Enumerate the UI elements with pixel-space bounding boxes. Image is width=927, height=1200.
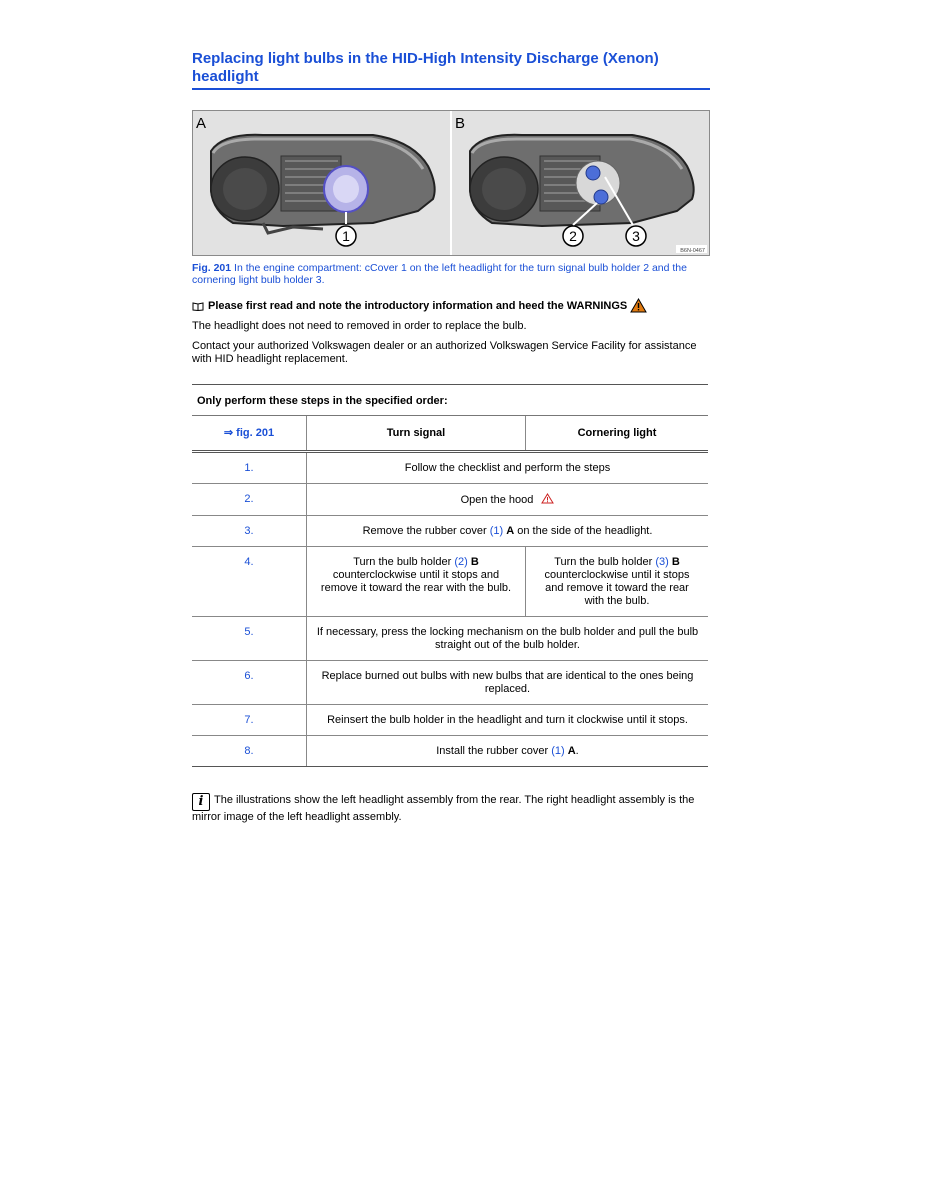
step-number: 5. (192, 617, 307, 661)
table-row (192, 661, 708, 705)
step-text: Open the hood (460, 494, 534, 506)
caption-label: Fig. 201 (192, 262, 232, 274)
callout-2: 2 (569, 228, 577, 244)
column-cornering-light: Cornering light (526, 416, 709, 452)
step-text-cell (307, 484, 709, 516)
caption-text: In the engine compartment: cCover 1 on the left headlight for the turn signal bulb holder 2 and the cornering light bulb holder 3. (192, 262, 687, 286)
step-text-cell (307, 736, 709, 767)
figure-ref: A (506, 525, 515, 537)
paragraph-contact-dealer: Contact your authorized Volkswagen dealer or an authorized Volkswagen Service Facility for assistance with HID headlight replacement. (192, 340, 697, 365)
manual-page (192, 50, 710, 824)
step-number: 8. (192, 736, 307, 767)
step-number: 7. (192, 705, 307, 736)
figure-code: B6N-0467 (680, 248, 705, 254)
step-text: counterclockwise until it stops and remove it toward the rear with the bulb. (320, 569, 512, 594)
panel-b-label: B (455, 115, 466, 132)
page-title: Replacing light bulbs in the HID-High Intensity Discharge (Xenon) headlight (192, 50, 710, 90)
step-text: . (575, 745, 579, 757)
table-row (192, 736, 708, 767)
book-icon (192, 301, 204, 311)
callout-ref: (2) (454, 556, 468, 568)
step-text: Reinsert the bulb holder in the headlight and turn it clockwise until it stops. (307, 705, 709, 736)
callout-1: 1 (342, 228, 350, 244)
callout-ref: (3) (655, 556, 669, 568)
step-turn-cell (307, 547, 526, 617)
table-row (192, 547, 708, 617)
step-number: 3. (192, 516, 307, 547)
callout-ref: (1) (551, 745, 565, 757)
info-text: The illustrations show the left headlight assembly from the rear. The right headlight assembly is the mirror image of the left headlight assembly. (192, 794, 695, 823)
info-icon: i (192, 793, 210, 811)
step-corner-cell (526, 547, 709, 617)
step-number: 4. (192, 547, 307, 617)
step-text: Turn the bulb holder (353, 556, 455, 568)
step-number: 6. (192, 661, 307, 705)
callout-ref: (1) (489, 525, 504, 537)
step-text: Remove the rubber cover (362, 525, 490, 537)
figure-reference-link[interactable]: ⇒ fig. 201 (192, 416, 307, 452)
column-turn-signal: Turn signal (307, 416, 526, 452)
table-row (192, 705, 708, 736)
paragraph-no-removal: The headlight does not need to removed in order to replace the bulb. (192, 320, 527, 332)
warning-notice (192, 298, 710, 313)
notice-text: Please first read and note the introductory information and heed the WARNINGS (208, 299, 628, 312)
table-row (192, 452, 708, 484)
step-text: Install the rubber cover (436, 745, 552, 757)
steps-grid (192, 416, 708, 767)
step-number: 2. (192, 484, 307, 516)
step-text-cell (307, 516, 709, 547)
step-text: Follow the checklist and perform the steps (307, 452, 709, 484)
steps-heading: Only perform these steps in the specified order: (192, 385, 708, 416)
step-text: on the side of the headlight. (514, 525, 653, 537)
table-row (192, 516, 708, 547)
callout-3: 3 (632, 228, 640, 244)
steps-header-row (192, 416, 708, 452)
step-text: If necessary, press the locking mechanism on the bulb holder and pull the bulb straight out of the bulb holder. (307, 617, 709, 661)
step-text: counterclockwise until it stops and remove it toward the rear with the bulb. (544, 569, 690, 607)
panel-a-label: A (196, 115, 207, 132)
warning-icon[interactable] (541, 493, 554, 504)
warning-icon (630, 298, 647, 313)
steps-table (192, 384, 708, 767)
info-note (192, 793, 710, 824)
table-row (192, 484, 708, 516)
headlight-illustration (193, 111, 709, 255)
figure-ref: B (671, 556, 680, 568)
step-text: Turn the bulb holder (554, 556, 656, 568)
step-text: Replace burned out bulbs with new bulbs that are identical to the ones being replaced. (307, 661, 709, 705)
figure-caption (192, 262, 710, 286)
table-row (192, 617, 708, 661)
figure-ref: A (567, 745, 576, 757)
figure-ref: B (470, 556, 479, 568)
figure-201 (192, 110, 710, 256)
step-number: 1. (192, 452, 307, 484)
